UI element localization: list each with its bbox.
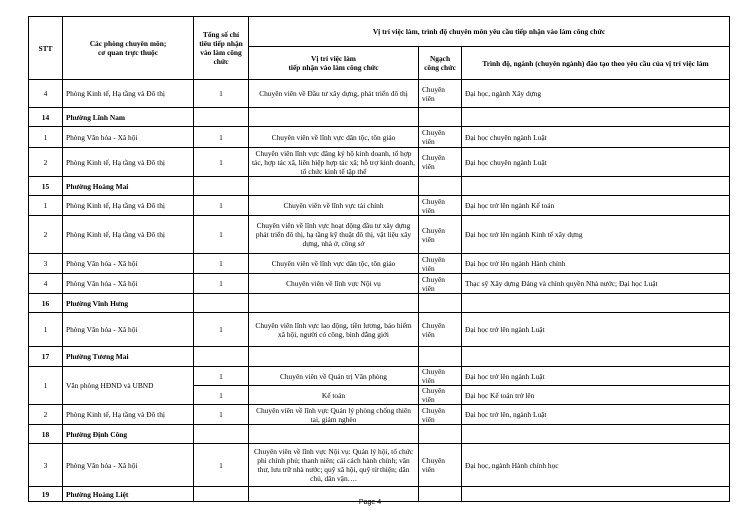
table-row	[29, 216, 730, 254]
empty-cell	[194, 425, 249, 444]
ward-name: Phường Lĩnh Nam	[63, 108, 194, 127]
rank-cell: Chuyên viên	[419, 274, 462, 294]
qualification-cell: Đại học Kế toán trở lên	[462, 386, 730, 405]
rank-cell: Chuyên viên	[419, 313, 462, 347]
section-row	[29, 347, 730, 367]
section-row	[29, 294, 730, 313]
empty-cell	[249, 294, 419, 313]
rank-cell: Chuyên viên	[419, 367, 462, 386]
rank-cell: Chuyên viên	[419, 254, 462, 274]
row-number: 2	[29, 216, 63, 254]
qualification-cell: Đại học trở lên, ngành Luật	[462, 405, 730, 425]
table-row	[29, 313, 730, 347]
ward-number: 16	[29, 294, 63, 313]
table-row	[29, 127, 730, 148]
position-cell: Chuyên viên về lĩnh vực hoạt động đầu tư xây dựng phát triển đô thị, hạ tầng kỹ thuật đô thị, vật liệu xây dựng, nhà ở, công sở	[249, 216, 419, 254]
ward-name: Phường Tương Mai	[63, 347, 194, 367]
table-row	[29, 444, 730, 487]
empty-cell	[194, 177, 249, 196]
ward-name: Phường Định Công	[63, 425, 194, 444]
empty-cell	[462, 294, 730, 313]
ward-number: 18	[29, 425, 63, 444]
position-cell: Chuyên viên lĩnh vực đăng ký hộ kinh doanh, tổ hợp tác, hợp tác xã, liên hiệp hợp tác xã; hỗ trợ kinh doanh, tổ chức kinh tế tập thể	[249, 148, 419, 177]
position-cell: Chuyên viên về lĩnh vực dân tộc, tôn giáo	[249, 254, 419, 274]
unit-cell: Phòng Kinh tế, Hạ tầng và Đô thị	[63, 196, 194, 216]
ward-name: Phường Hoàng Mai	[63, 177, 194, 196]
quota-cell: 1	[194, 80, 249, 108]
header-rank: Ngạch công chức	[419, 47, 462, 80]
position-cell: Chuyên viên về Quản trị Văn phòng	[249, 367, 419, 386]
unit-cell: Văn phòng HĐND và UBND	[63, 367, 194, 405]
empty-cell	[249, 108, 419, 127]
empty-cell	[249, 177, 419, 196]
empty-cell	[462, 425, 730, 444]
rank-cell: Chuyên viên	[419, 196, 462, 216]
rank-cell: Chuyên viên	[419, 386, 462, 405]
rank-cell: Chuyên viên	[419, 405, 462, 425]
qualification-cell: Đại học chuyên ngành Luật	[462, 148, 730, 177]
section-row	[29, 108, 730, 127]
ward-number: 14	[29, 108, 63, 127]
rank-cell: Chuyên viên	[419, 80, 462, 108]
row-number: 1	[29, 367, 63, 405]
position-cell: Chuyên viên về lĩnh vực Nội vụ	[249, 274, 419, 294]
ward-name: Phường Hoàng Liệt	[63, 487, 194, 502]
empty-cell	[419, 347, 462, 367]
empty-cell	[462, 108, 730, 127]
row-number: 3	[29, 254, 63, 274]
header-quota: Tổng số chỉ tiêu tiếp nhận vào làm công chức	[194, 17, 249, 80]
table-row	[29, 254, 730, 274]
empty-cell	[194, 108, 249, 127]
quota-cell: 1	[194, 444, 249, 487]
qualification-cell: Đại học trở lên ngành Hành chính	[462, 254, 730, 274]
position-cell: Chuyên viên về lĩnh vực dân tộc, tôn giáo	[249, 127, 419, 148]
unit-cell: Phòng Kinh tế, Hạ tầng và Đô thị	[63, 80, 194, 108]
header-qualification: Trình độ, ngành (chuyên ngành) đào tạo theo yêu cầu của vị trí việc làm	[462, 47, 730, 80]
table-row	[29, 80, 730, 108]
section-row	[29, 177, 730, 196]
unit-cell: Phòng Văn hóa - Xã hội	[63, 254, 194, 274]
position-cell: Chuyên viên về lĩnh vực Quản lý phòng chống thiên tai, giảm nghèo	[249, 405, 419, 425]
ward-number: 17	[29, 347, 63, 367]
unit-cell: Phòng Văn hóa - Xã hội	[63, 127, 194, 148]
ward-name: Phường Vĩnh Hưng	[63, 294, 194, 313]
quota-cell: 1	[194, 148, 249, 177]
ward-number: 19	[29, 487, 63, 502]
unit-cell: Phòng Văn hóa - Xã hội	[63, 444, 194, 487]
unit-cell: Phòng Văn hóa - Xã hội	[63, 274, 194, 294]
empty-cell	[194, 294, 249, 313]
row-number: 2	[29, 148, 63, 177]
empty-cell	[419, 294, 462, 313]
qualification-cell: Đại học trở lên ngành Kinh tế xây dựng	[462, 216, 730, 254]
row-number: 1	[29, 127, 63, 148]
ward-number: 15	[29, 177, 63, 196]
unit-cell: Phòng Kinh tế, Hạ tầng và Đô thị	[63, 148, 194, 177]
qualification-cell: Thạc sỹ Xây dựng Đảng và chính quyền Nhà nước; Đại học Luật	[462, 274, 730, 294]
quota-cell: 1	[194, 367, 249, 386]
table-row	[29, 367, 730, 386]
row-number: 4	[29, 80, 63, 108]
table-row	[29, 196, 730, 216]
table-row	[29, 405, 730, 425]
empty-cell	[462, 177, 730, 196]
rank-cell: Chuyên viên	[419, 216, 462, 254]
position-cell: Chuyên viên về lĩnh vực tài chính	[249, 196, 419, 216]
empty-cell	[462, 347, 730, 367]
qualification-cell: Đại học trở lên ngành Luật	[462, 313, 730, 347]
table-row	[29, 148, 730, 177]
table-row	[29, 274, 730, 294]
table-body	[29, 80, 730, 502]
empty-cell	[194, 347, 249, 367]
quota-cell: 1	[194, 196, 249, 216]
section-row	[29, 425, 730, 444]
quota-cell: 1	[194, 254, 249, 274]
position-cell: Kế toán	[249, 386, 419, 405]
row-number: 4	[29, 274, 63, 294]
header-stt: STT	[29, 17, 63, 80]
position-cell: Chuyên viên về Đầu tư xây dựng, phát triển đô thị	[249, 80, 419, 108]
header-unit: Các phòng chuyên môn; cơ quan trực thuộc	[63, 17, 194, 80]
row-number: 1	[29, 196, 63, 216]
quota-cell: 1	[194, 313, 249, 347]
position-cell: Chuyên viên về lĩnh vực Nội vụ: Quản lý hội, tổ chức phi chính phủ; thanh niên; cải cách hành chính; văn thư, lưu trữ nhà nước; quỹ xã hội, quỹ từ thiện; dân chủ, dân vận….	[249, 444, 419, 487]
row-number: 2	[29, 405, 63, 425]
page-number: Page 4	[358, 499, 382, 506]
quota-cell: 1	[194, 386, 249, 405]
row-number: 3	[29, 444, 63, 487]
quota-cell: 1	[194, 216, 249, 254]
empty-cell	[249, 425, 419, 444]
rank-cell: Chuyên viên	[419, 127, 462, 148]
header-group: Vị trí việc làm, trình độ chuyên môn yêu cầu tiếp nhận vào làm công chức	[249, 17, 730, 47]
empty-cell	[249, 347, 419, 367]
qualification-cell: Đại học, ngành Hành chính học	[462, 444, 730, 487]
quota-cell: 1	[194, 127, 249, 148]
qualification-cell: Đại học trở lên ngành Kế toán	[462, 196, 730, 216]
unit-cell: Phòng Kinh tế, Hạ tầng và Đô thị	[63, 216, 194, 254]
position-cell: Chuyên viên lĩnh vực lao động, tiền lương, bảo hiểm xã hội, người có công, bình đẳng giới	[249, 313, 419, 347]
qualification-cell: Đại học, ngành Xây dựng	[462, 80, 730, 108]
rank-cell: Chuyên viên	[419, 444, 462, 487]
unit-cell: Phòng Kinh tế, Hạ tầng và Đô thị	[63, 405, 194, 425]
unit-cell: Phòng Văn hóa - Xã hội	[63, 313, 194, 347]
quota-cell: 1	[194, 274, 249, 294]
qualification-cell: Đại học chuyên ngành Luật	[462, 127, 730, 148]
rank-cell: Chuyên viên	[419, 148, 462, 177]
empty-cell	[419, 108, 462, 127]
empty-cell	[419, 177, 462, 196]
header-position: Vị trí việc làm tiếp nhận vào làm công chức	[249, 47, 419, 80]
empty-cell	[419, 425, 462, 444]
qualification-cell: Đại học trở lên ngành Luật	[462, 367, 730, 386]
row-number: 1	[29, 313, 63, 347]
quota-cell: 1	[194, 405, 249, 425]
recruitment-table	[28, 16, 730, 502]
